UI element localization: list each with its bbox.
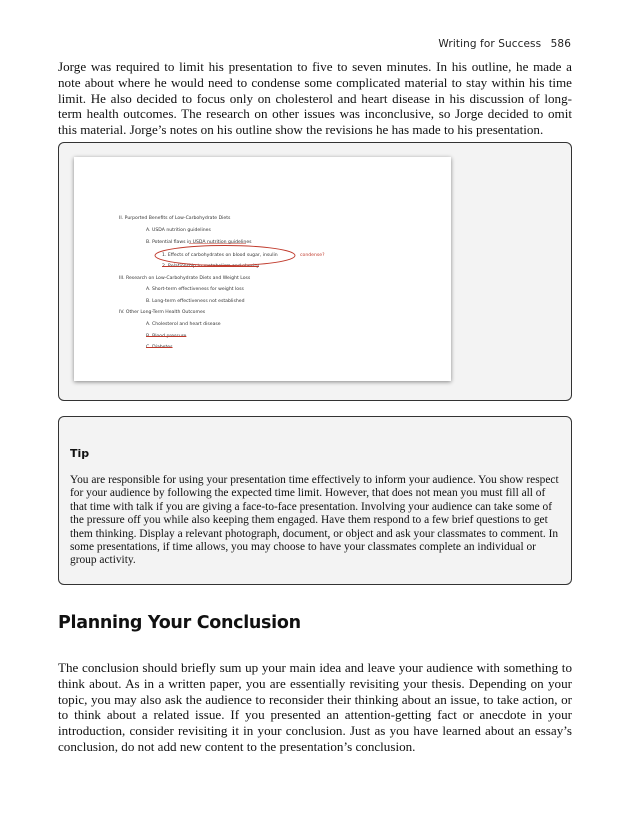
running-header-title: Writing for Success	[438, 38, 542, 50]
tip-text: You are responsible for using your presentation time effectively to inform your audience. You show respect for your audience by following the expected time limit. However, that does not mean you must fill all of that time with talk if you are giving a face-to-face presentation. Involving your audience can take some of the pressure off you while also keeping them engaged. Have them respond to a few brief questions to get them thinking. Display a relevant photograph, document, or object and ask your classmates to comment. In some presentations, if time allows, you may choose to have your classmates complete an individual or group activity.	[70, 474, 559, 567]
outline-line: A. Short-term effectiveness for weight loss	[146, 287, 244, 292]
running-header	[438, 38, 571, 50]
outline-line: III. Research on Low-Carbohydrate Diets and Weight Loss	[119, 276, 251, 281]
conclusion-paragraph: The conclusion should briefly sum up your main idea and leave your audience with something to think about. As in a written paper, you are essentially revisiting your thesis. Depending on your topic, you may also ask the audience to reconsider their thinking about an issue, to take action, or to think about a related issue. If you presented an attention-getting fact or anecdote in your introduction, consider revisiting it in your conclusion. Just as you have learned about an essay’s conclusion, do not add new content to the presentation’s conclusion.	[58, 660, 572, 754]
tip-title: Tip	[70, 447, 90, 460]
section-heading: Planning Your Conclusion	[58, 613, 301, 633]
outline-line: B. Long-term effectiveness not established	[146, 299, 245, 304]
figure-container	[58, 142, 572, 401]
tip-box	[58, 416, 572, 585]
outline-line-struck: B. Blood pressure	[146, 334, 187, 339]
outline-line-struck: 2. Relationship to metabolism and obesity	[162, 264, 259, 269]
outline-line-struck: C. Diabetes	[146, 345, 173, 350]
outline-line-partially-struck: B. Potential flaws in USDA nutrition guidelines	[146, 240, 252, 245]
condense-circle	[155, 246, 295, 266]
revision-marks	[74, 157, 451, 381]
outline-line: A. USDA nutrition guidelines	[146, 228, 211, 233]
intro-paragraph: Jorge was required to limit his presentation to five to seven minutes. In his outline, he made a note about where he would need to condense some complicated material to stay within his time limit. He also decided to focus only on cholesterol and heart disease in his discussion of long-term health outcomes. The research on other issues was inconclusive, so Jorge decided to omit this material. Jorge’s notes on his outline show the revisions he has made to his presentation.	[58, 59, 572, 138]
outline-line: IV. Other Long-Term Health Outcomes	[119, 310, 206, 315]
condense-annotation: condense?	[300, 253, 325, 258]
outline-line: II. Purported Benefits of Low-Carbohydrate Diets	[119, 216, 231, 221]
outline-line: 1. Effects of carbohydrates on blood sugar, insulin	[162, 253, 278, 258]
outline-line: A. Cholesterol and heart disease	[146, 322, 221, 327]
page-number: 586	[550, 38, 571, 50]
outline-screenshot	[74, 157, 451, 381]
